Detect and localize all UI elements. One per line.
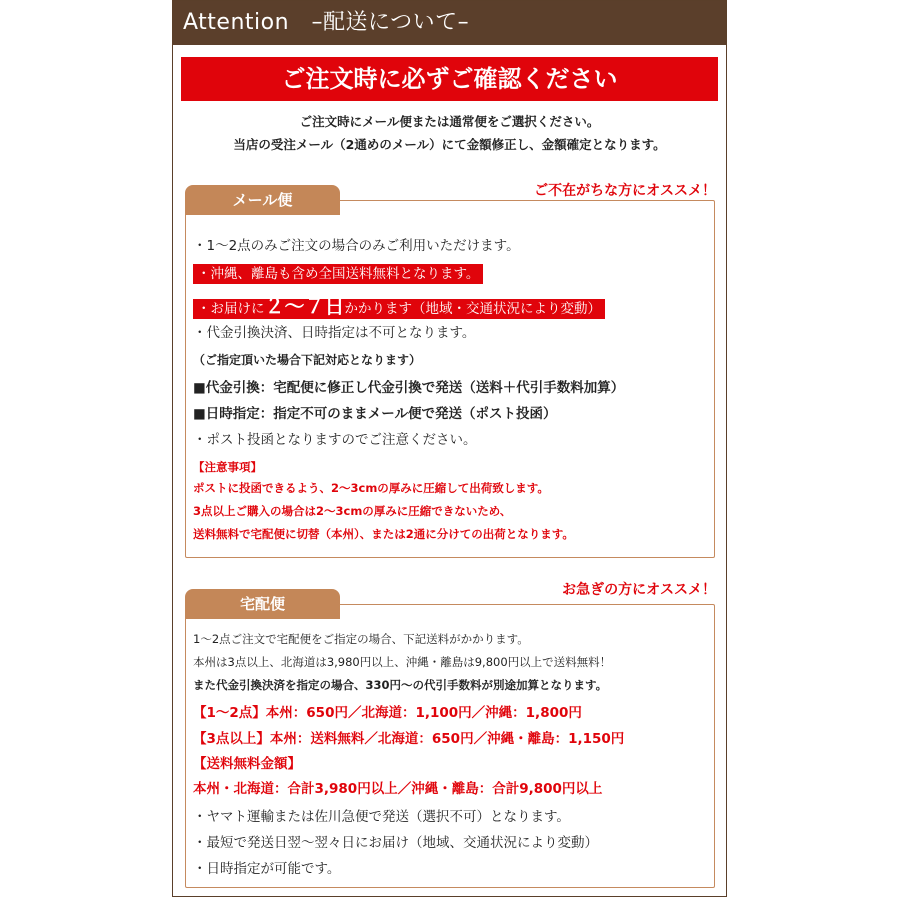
takuhai-recommend: お急ぎの方にオススメ！ bbox=[562, 582, 716, 598]
shipping-info-panel bbox=[172, 0, 727, 897]
price-3plus: 【3点以上】本州：送料無料／北海道：650円／沖縄・離島：1,150円 bbox=[193, 731, 625, 747]
header-title: Attention –配送について– bbox=[173, 1, 726, 45]
tab-takuhai: 宅配便 bbox=[185, 589, 340, 619]
mail-recommend: ご不在がちな方にオススメ！ bbox=[534, 183, 716, 199]
takuhai-line-1: 1〜2点ご注文で宅配便をご指定の場合、下記送料がかかります。 bbox=[193, 632, 529, 646]
mail-line-4: ・代金引換決済、日時指定は不可となります。 bbox=[193, 325, 476, 341]
notice-line-3: 送料無料で宅配便に切替（本州）、または2通に分けての出荷となります。 bbox=[193, 527, 574, 541]
takuhai-line-4: ・ヤマト運輸または佐川急便で発送（選択不可）となります。 bbox=[193, 809, 570, 825]
takuhai-line-2: 本州は3点以上、北海道は3,980円以上、沖縄・離島は9,800円以上で送料無料！ bbox=[193, 655, 612, 669]
intro-line-1: ご注文時にメール便または通常便をご選択ください。 bbox=[299, 114, 600, 129]
takuhai-line-6: ・日時指定が可能です。 bbox=[193, 861, 341, 877]
mail-line-5: （ご指定頂いた場合下記対応となります） bbox=[193, 353, 422, 367]
mail-line-3: ・お届けに２〜７日かかります（地域・交通状況により変動） bbox=[193, 290, 605, 319]
confirm-banner: ご注文時に必ずご確認ください bbox=[181, 57, 718, 101]
free-shipping-amounts: 本州・北海道：合計3,980円以上／沖縄・離島：合計9,800円以上 bbox=[193, 781, 603, 797]
notice-line-2: 3点以上ご購入の場合は2〜3cmの厚みに圧縮できないため、 bbox=[193, 504, 512, 518]
mail-line-2: ・沖縄、離島も含め全国送料無料となります。 bbox=[193, 264, 483, 284]
notice-line-1: ポストに投函できるよう、2〜3cmの厚みに圧縮して出荷致します。 bbox=[193, 481, 549, 495]
mail-line-1: ・1〜2点のみご注文の場合のみご利用いただけます。 bbox=[193, 238, 520, 254]
notice-title: 【注意事項】 bbox=[193, 460, 262, 474]
price-1-2: 【1〜2点】本州：650円／北海道：1,100円／沖縄：1,800円 bbox=[193, 705, 582, 721]
tab-mail: メール便 bbox=[185, 185, 340, 215]
mail-line-8: ・ポスト投函となりますのでご注意ください。 bbox=[193, 432, 477, 448]
intro-line-2: 当店の受注メール（2通めのメール）にて金額修正し、金額確定となります。 bbox=[233, 137, 666, 152]
mail-line-7: ■日時指定：指定不可のままメール便で発送（ポスト投函） bbox=[193, 406, 557, 422]
takuhai-line-5: ・最短で発送日翌〜翌々日にお届け（地域、交通状況により変動） bbox=[193, 835, 598, 851]
mail-line-6: ■代金引換：宅配便に修正し代金引換で発送（送料＋代引手数料加算） bbox=[193, 380, 625, 396]
free-shipping-title: 【送料無料金額】 bbox=[193, 756, 301, 772]
takuhai-line-3: また代金引換決済を指定の場合、330円〜の代引手数料が別途加算となります。 bbox=[193, 678, 608, 692]
